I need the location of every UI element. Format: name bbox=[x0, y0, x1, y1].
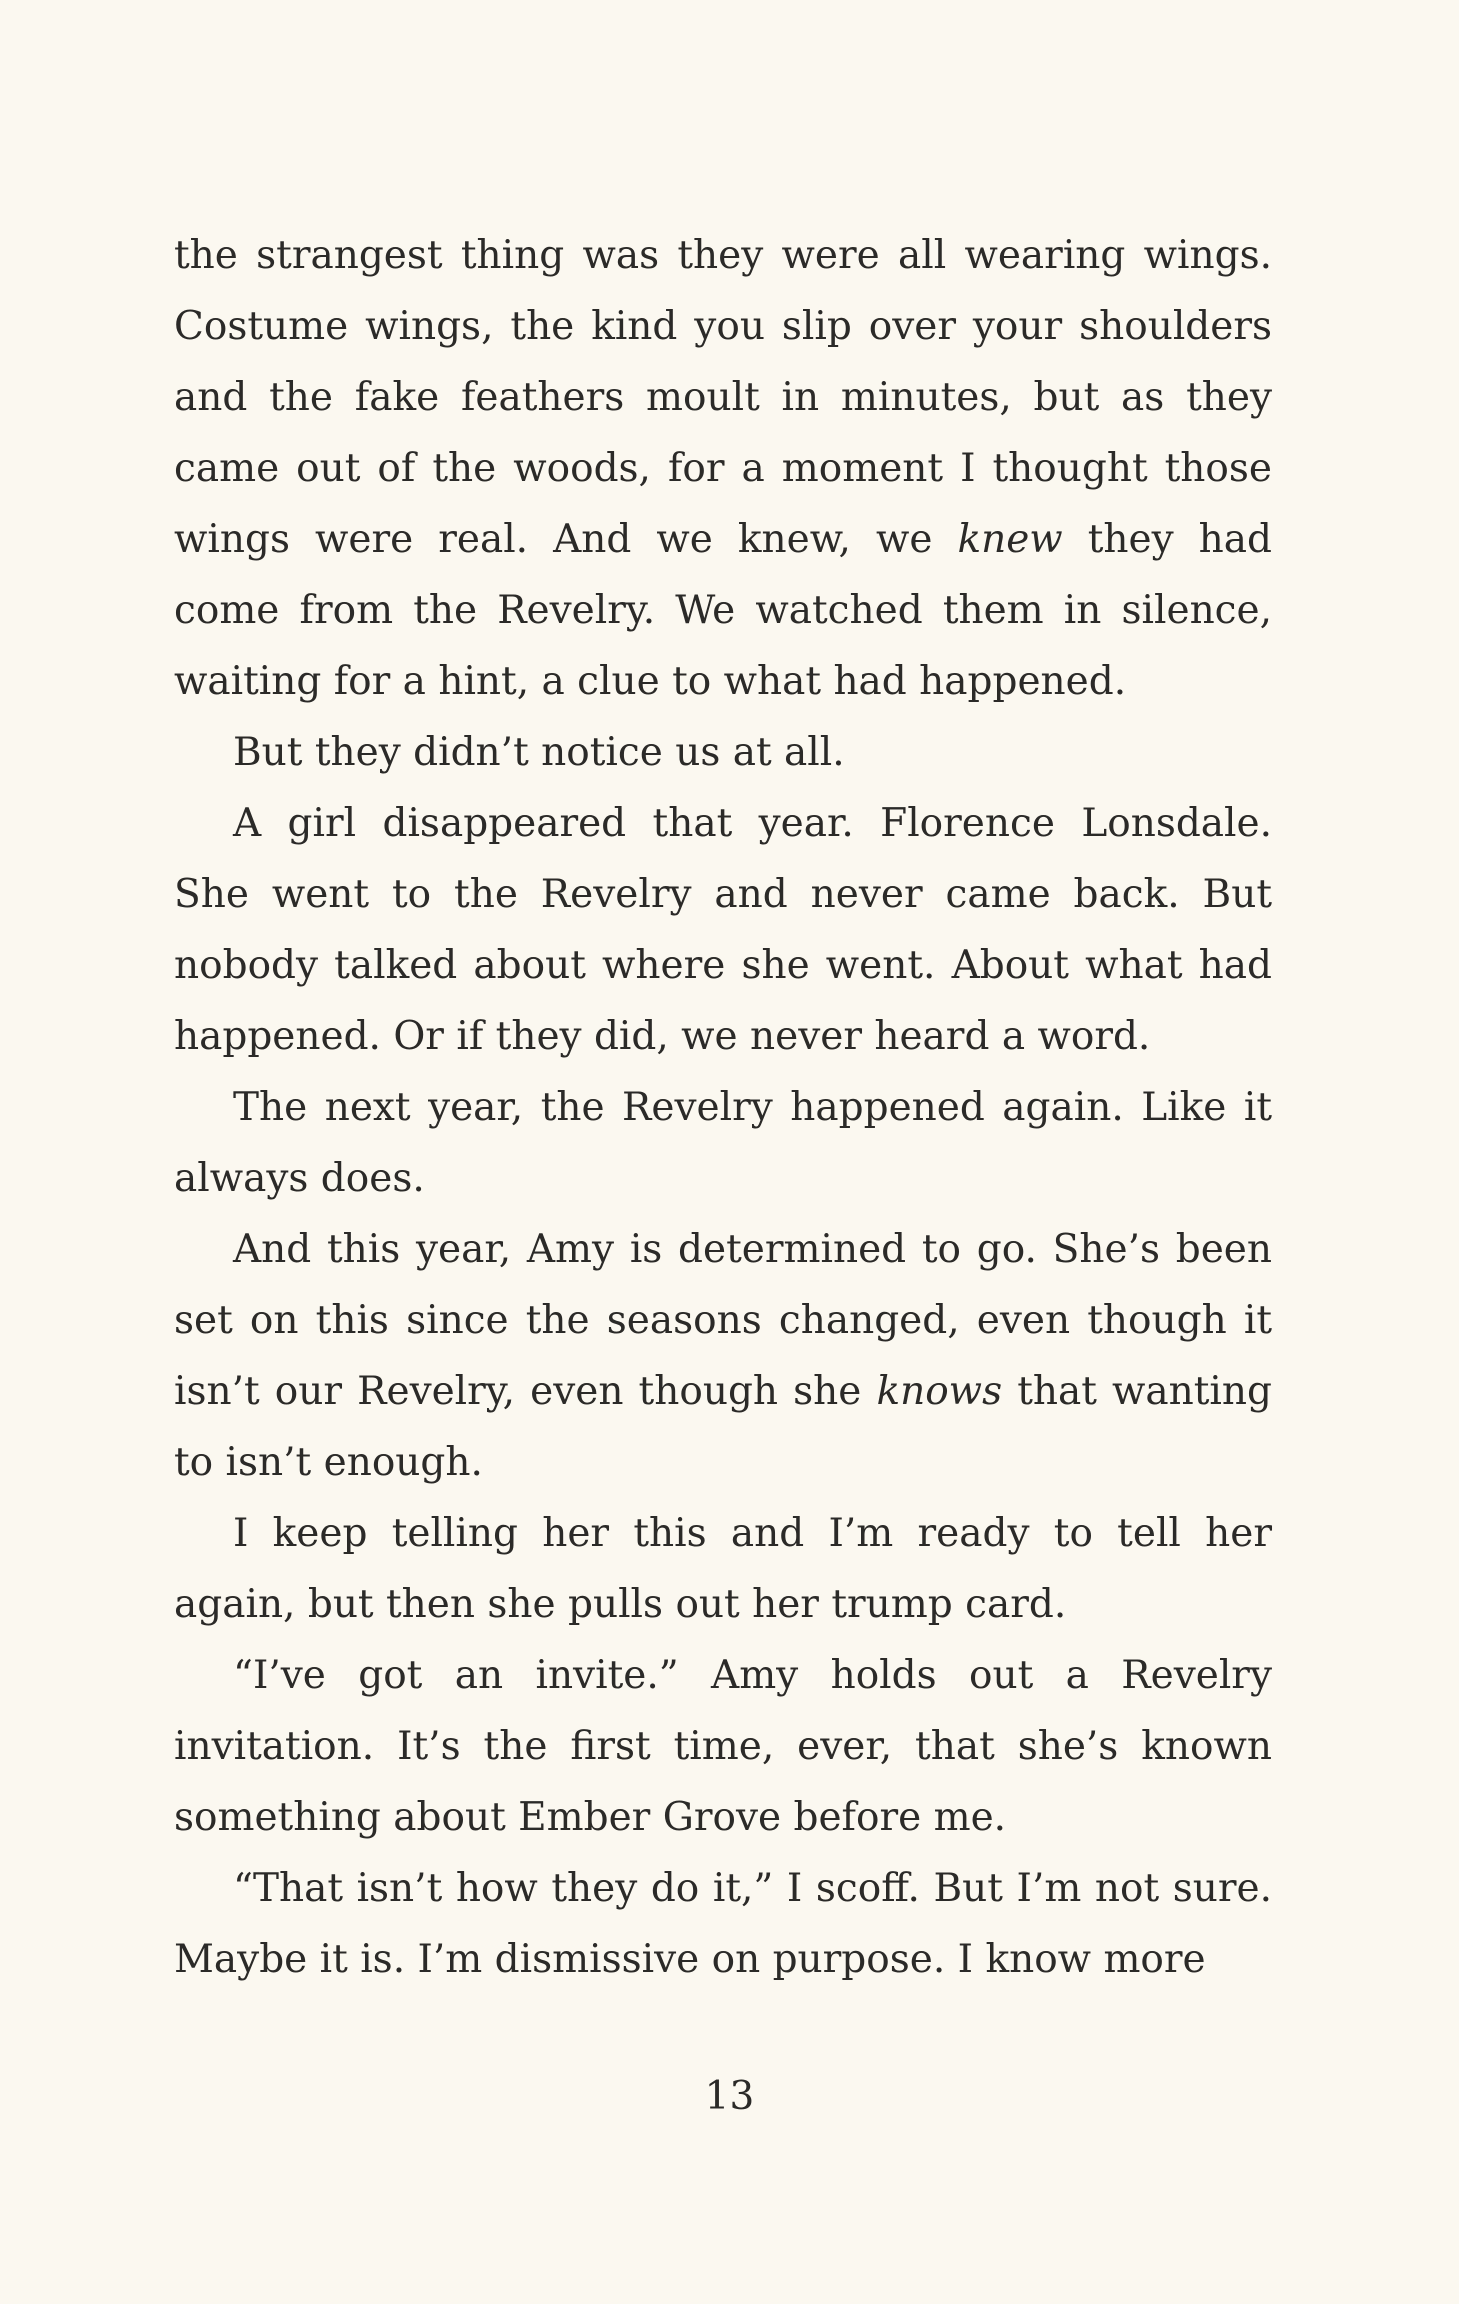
paragraph-5 bbox=[174, 1214, 1272, 1498]
paragraph-8 bbox=[174, 1853, 1272, 1995]
paragraph-7 bbox=[174, 1640, 1272, 1853]
text-run: that wanting to isn’t enough. bbox=[174, 1369, 1272, 1485]
text-run: I keep telling her this and I’m ready to tell her again, but then she pulls out her trump card. bbox=[174, 1511, 1272, 1627]
text-run: the strangest thing was they were all wearing wings. Costume wings, the kind you slip over your shoulders and the fake feathers moult in minutes, but as they came out of the woods, for a moment I thought those wings were real. And we knew, we bbox=[174, 233, 1272, 562]
emphasis: knows bbox=[876, 1369, 1003, 1414]
paragraph-3 bbox=[174, 788, 1272, 1072]
text-run: And this year, Amy is determined to go. She’s been set on this since the seasons changed, even though it isn’t our Revelry, even though she bbox=[174, 1227, 1272, 1414]
page-number: 13 bbox=[704, 2074, 755, 2119]
text-run: “That isn’t how they do it,” I scoff. But I’m not sure. Maybe it is. I’m dismissive on purpose. I know more bbox=[174, 1866, 1272, 1982]
body-text bbox=[174, 220, 1272, 1995]
text-run: The next year, the Revelry happened again. Like it always does. bbox=[174, 1085, 1272, 1201]
text-run: “I’ve got an invite.” Amy holds out a Revelry invitation. It’s the first time, ever, that she’s known something about Ember Grove before me. bbox=[174, 1653, 1272, 1840]
paragraph-4 bbox=[174, 1072, 1272, 1214]
paragraph-2 bbox=[174, 717, 1272, 788]
text-run: they had come from the Revelry. We watched them in silence, waiting for a hint, a clue to what had happened. bbox=[174, 517, 1272, 704]
text-run: But they didn’t notice us at all. bbox=[233, 730, 845, 775]
emphasis: knew bbox=[957, 517, 1063, 562]
paragraph-1 bbox=[174, 220, 1272, 717]
paragraph-6 bbox=[174, 1498, 1272, 1640]
text-run: A girl disappeared that year. Florence Lonsdale. She went to the Revelry and never came back. But nobody talked about where she went. About what had happened. Or if they did, we never heard a word. bbox=[174, 801, 1272, 1059]
